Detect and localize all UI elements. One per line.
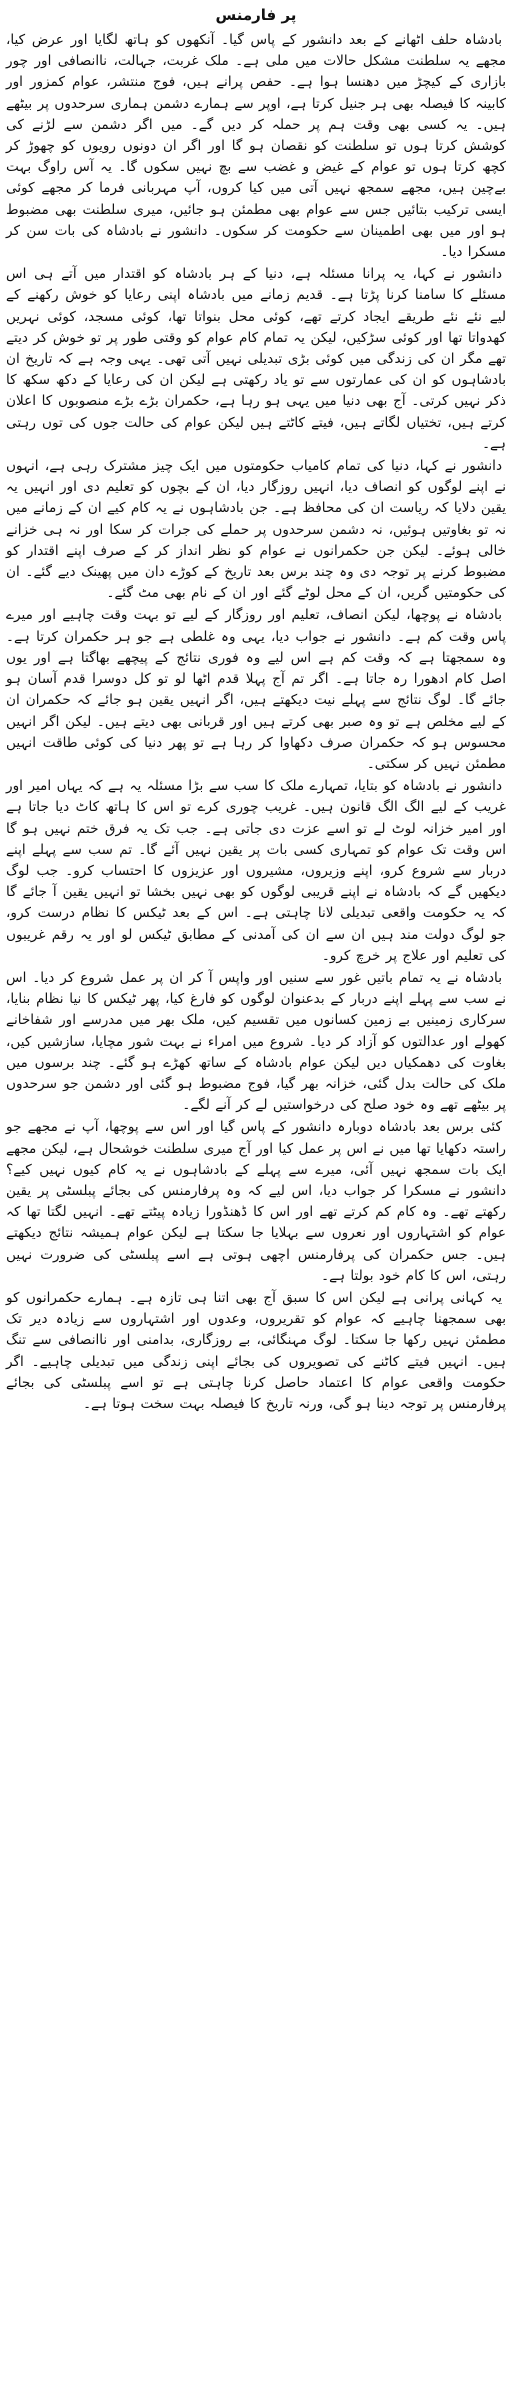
article-paragraph: یہ کہانی پرانی ہے لیکن اس کا سبق آج بھی اتنا ہی تازہ ہے۔ ہمارے حکمرانوں کو بھی سمجھنا چاہیے کہ عوام کو تقریروں، وعدوں اور اشتہاروں سے زیادہ دیر تک مطمئن نہیں رکھا جا سکتا۔ لوگ مہنگائی، بے روزگاری، بدامنی اور ناانصافی سے تنگ ہیں۔ انہیں فیتے کاٹنے کی تصویروں کی بجائے اپنی زندگی میں تبدیلی چاہیے۔ اگر حکومت واقعی عوام کا اعتماد حاصل کرنا چاہتی ہے تو اسے پبلسٹی کی بجائے پرفارمنس پر توجہ دینا ہو گی، ورنہ تاریخ کا فیصلہ بہت سخت ہوتا ہے۔ bbox=[6, 1289, 506, 1412]
article-paragraph: دانشور نے کہا، یہ پرانا مسئلہ ہے، دنیا کے ہر بادشاہ کو اقتدار میں آتے ہی اس مسئلے کا سامنا کرنا پڑتا ہے۔ قدیم زمانے میں بادشاہ اپنی رعایا کو خوش رکھنے کے لیے نئے نئے طریقے ایجاد کرتے تھے، کوئی محل بنواتا تھا، کوئی مسجد، کوئی نہریں کھدواتا تھا اور کوئی سڑکیں، لیکن یہ تمام کام عوام کو وقتی طور پر تو خوش کر دیتے تھے مگر ان کی زندگی میں کوئی بڑی تبدیلی نہیں آتی تھی۔ یہی وجہ ہے کہ تاریخ ان بادشاہوں کو ان کی عمارتوں سے تو یاد رکھتی ہے لیکن ان کی رعایا کے دکھ سکھ کا ذکر نہیں کرتی۔ آج بھی دنیا میں یہی ہو رہا ہے، حکمران بڑے بڑے منصوبوں کا اعلان کرتے ہیں، تختیاں لگاتے ہیں، فیتے کاٹتے ہیں لیکن عوام کی حالت جوں کی توں رہتی ہے۔ bbox=[6, 266, 506, 452]
article-paragraph: کئی برس بعد بادشاہ دوبارہ دانشور کے پاس گیا اور اس سے پوچھا، آپ نے مجھے جو راستہ دکھایا تھا میں نے اس پر عمل کیا اور آج میری سلطنت خوشحال ہے، لیکن مجھے ایک بات سمجھ نہیں آئی، میرے سے پہلے کے بادشاہوں نے یہ کام کیوں نہیں کیے؟ دانشور نے مسکرا کر جواب دیا، اس لیے کہ وہ پرفارمنس کی بجائے پبلسٹی پر یقین رکھتے تھے۔ وہ کام کم کرتے تھے اور اس کا ڈھنڈورا زیادہ پیٹتے تھے۔ انہیں لگتا تھا کہ عوام کو اشتہاروں اور نعروں سے بہلایا جا سکتا ہے لیکن عوام ہمیشہ نتائج دیکھتے ہیں۔ جس حکمران کی پرفارمنس اچھی ہوتی ہے اسے پبلسٹی کی ضرورت نہیں رہتی، اس کا کام خود بولتا ہے۔ bbox=[6, 1119, 506, 1284]
article-paragraph: بادشاہ حلف اٹھانے کے بعد دانشور کے پاس گیا۔ آنکھوں کو ہاتھ لگایا اور عرض کیا، مجھے یہ سلطنت مشکل حالات میں ملی ہے۔ ملک غربت، جہالت، ناانصافی اور چور بازاری کے کیچڑ میں دھنسا ہوا ہے۔ حفص پرانے ہیں، فوج منتشر، عوام کمزور اور کابینہ کا فیصلہ بھی ہر جنیل کرتا ہے، اوپر سے ہمارے دشمن ہماری سرحدوں پر بیٹھے ہیں۔ یہ کسی بھی وقت ہم پر حملہ کر دیں گے۔ میں اگر دشمن سے لڑنے کی کوشش کرتا ہوں تو سلطنت کو نقصان ہو گا اور اگر ان دونوں رویوں کو چھوڑ کر کچھ کرتا ہوں تو عوام کے غیض و غضب سے بچ نہیں سکوں گا۔ یہ آس راوگ بہت بےچین ہیں، مجھے سمجھ نہیں آتی میں کیا کروں، آپ مہربانی فرما کر مجھے کوئی ایسی ترکیب بتائیں جس سے عوام بھی مطمئن ہو جائیں، میری سلطنت بھی مضبوط ہو اور میں بھی اطمینان سے حکومت کر سکوں۔ دانشور نے بادشاہ کی بات سن کر مسکرا دیا۔ bbox=[6, 32, 506, 261]
article-paragraph: دانشور نے کہا، دنیا کی تمام کامیاب حکومتوں میں ایک چیز مشترک رہی ہے، انہوں نے اپنے لوگوں کو انصاف دیا، انہیں روزگار دیا، ان کے بچوں کو تعلیم دی اور انہیں یہ یقین دلایا کہ ریاست ان کی محافظ ہے۔ جن بادشاہوں نے یہ کام کیے ان کے زمانے میں نہ تو بغاوتیں ہوئیں، نہ دشمن سرحدوں پر حملے کی جرات کر سکا اور نہ ہی خزانے خالی ہوئے۔ لیکن جن حکمرانوں نے عوام کو نظر انداز کر کے صرف اپنے اقتدار کو مضبوط کرنے پر توجہ دی وہ چند برس بعد تاریخ کے کوڑے دان میں پھینک دیے گئے۔ ان کی حکومتیں گریں، ان کے محل لوٹے گئے اور ان کے نام بھی مٹ گئے۔ bbox=[6, 458, 506, 602]
article-title: پر فارمنس bbox=[215, 6, 297, 24]
article-body bbox=[6, 30, 506, 1415]
article-paragraph: بادشاہ نے یہ تمام باتیں غور سے سنیں اور واپس آ کر ان پر عمل شروع کر دیا۔ اس نے سب سے پہلے اپنے دربار کے بدعنوان لوگوں کو فارغ کیا، پھر ٹیکس کا نیا نظام بنایا، سرکاری زمینیں بے زمین کسانوں میں تقسیم کیں، ملک بھر میں مدرسے اور شفاخانے کھولے اور عدالتوں کو آزاد کر دیا۔ شروع میں امراء نے بہت شور مچایا، سازشیں کیں، بغاوت کی دھمکیاں دیں لیکن عوام بادشاہ کے ساتھ کھڑے ہو گئے۔ چند برسوں میں ملک کی حالت بدل گئی، خزانہ بھر گیا، فوج مضبوط ہو گئی اور دشمن جو سرحدوں پر بیٹھے تھے وہ خود صلح کی درخواستیں لے کر آنے لگے۔ bbox=[6, 969, 506, 1114]
article-paragraph: دانشور نے بادشاہ کو بتایا، تمہارے ملک کا سب سے بڑا مسئلہ یہ ہے کہ یہاں امیر اور غریب کے لیے الگ الگ قانون ہیں۔ غریب چوری کرے تو اس کا ہاتھ کاٹ دیا جاتا ہے اور امیر خزانہ لوٹ لے تو اسے عزت دی جاتی ہے۔ جب تک یہ فرق ختم نہیں ہو گا اس وقت تک عوام کو تمہاری کسی بات پر یقین نہیں آئے گا۔ تم سب سے پہلے اپنے دربار سے شروع کرو، اپنے وزیروں، مشیروں اور عزیزوں کا احتساب کرو۔ جب لوگ دیکھیں گے کہ بادشاہ نے اپنے قریبی لوگوں کو بھی نہیں بخشا تو انہیں یقین آ جائے گا کہ یہ حکومت واقعی تبدیلی لانا چاہتی ہے۔ اس کے بعد ٹیکس کا نظام درست کرو، جو لوگ دولت مند ہیں ان سے ان کی آمدنی کے مطابق ٹیکس لو اور یہ رقم غریبوں کی تعلیم اور علاج پر خرچ کرو۔ bbox=[6, 778, 506, 964]
article-paragraph: بادشاہ نے پوچھا، لیکن انصاف، تعلیم اور روزگار کے لیے تو بہت وقت چاہیے اور میرے پاس وقت کم ہے۔ دانشور نے جواب دیا، یہی وہ غلطی ہے جو ہر حکمران کرتا ہے۔ وہ سمجھتا ہے کہ وقت کم ہے اس لیے وہ فوری نتائج کے پیچھے بھاگتا ہے اور یوں اصل کام ادھورا رہ جاتا ہے۔ اگر تم آج پہلا قدم اٹھا لو تو کل دوسرا قدم آسان ہو جائے گا۔ لوگ نتائج سے پہلے نیت دیکھتے ہیں، اگر انہیں یقین ہو جائے کہ حکمران ان کے لیے مخلص ہے تو وہ صبر بھی کرتے ہیں اور قربانی بھی دیتے ہیں۔ لیکن اگر انہیں محسوس ہو کہ حکمران صرف دکھاوا کر رہا ہے تو پھر دنیا کی کوئی طاقت انہیں مطمئن نہیں کر سکتی۔ bbox=[6, 607, 506, 772]
